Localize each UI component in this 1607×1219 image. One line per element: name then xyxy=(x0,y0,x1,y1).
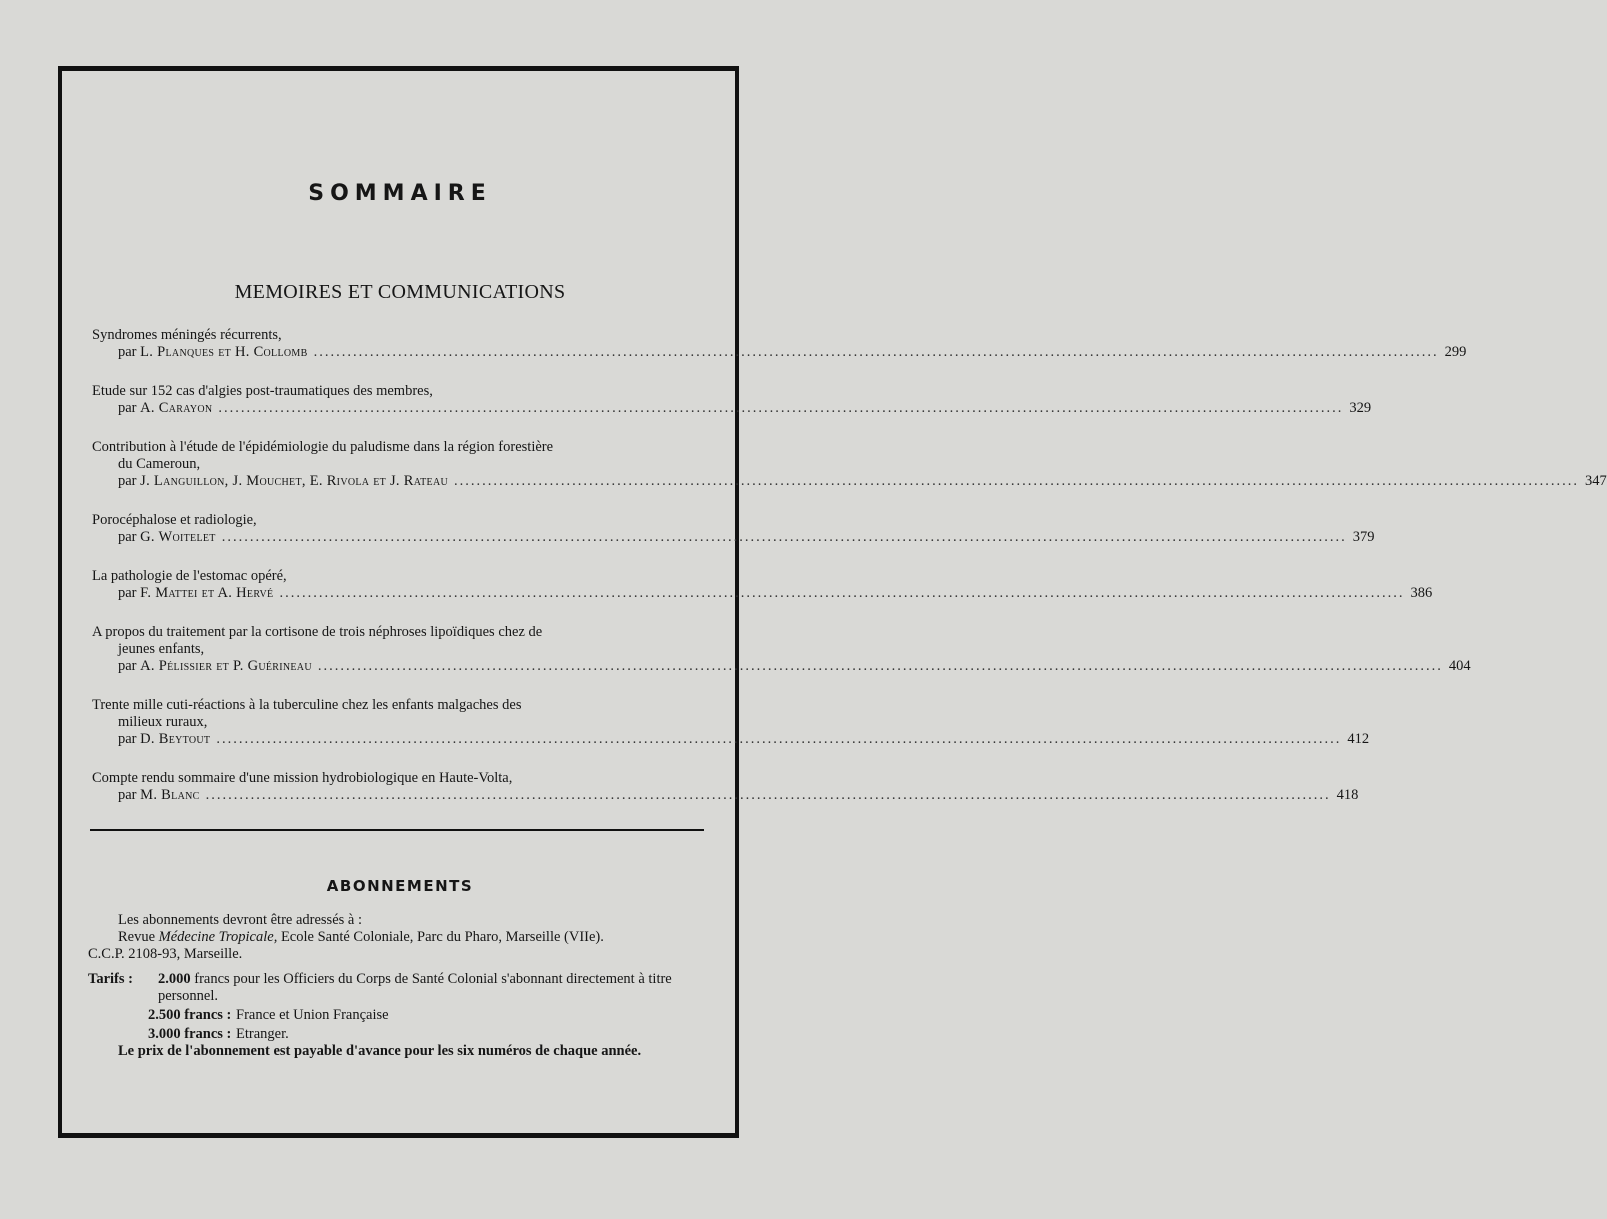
toc-entry-byline xyxy=(92,529,1375,546)
tarif-main xyxy=(88,971,706,1005)
toc-entry-by: par xyxy=(118,585,137,601)
toc-dot-leader: ........................................................................................................................................................................................................ xyxy=(221,529,1347,545)
section-divider xyxy=(90,829,704,831)
journal-name: Médecine Tropicale, xyxy=(158,929,278,945)
subscription-intro: Les abonnements devront être adressés à : xyxy=(118,912,362,928)
subscription-address xyxy=(88,929,706,946)
payment-note: Le prix de l'abonnement est payable d'avance pour les six numéros de chaque année. xyxy=(118,1043,642,1059)
toc-entry-title-line: A propos du traitement par la cortisone de trois néphroses lipoïdiques chez de xyxy=(92,624,543,640)
toc-entry-title xyxy=(92,439,706,473)
toc-entry-by: par xyxy=(118,787,137,803)
toc-dot-leader: ........................................................................................................................................................................................................ xyxy=(205,787,1331,803)
toc-entry-authors-line xyxy=(118,400,212,417)
toc-entry-byline xyxy=(92,731,1370,748)
toc-entry-authors-line xyxy=(118,529,216,546)
toc-entry-authors-line xyxy=(118,585,273,602)
toc-dot-leader: ........................................................................................................................................................................................................ xyxy=(317,658,1443,674)
toc-entry-title xyxy=(92,383,706,400)
toc-page-number: 412 xyxy=(1347,731,1370,747)
toc-entry-authors: A. Pélissier et P. Guérineau xyxy=(140,658,312,674)
toc-entry xyxy=(92,327,1467,361)
toc-page-number: 379 xyxy=(1352,529,1375,545)
toc-entry xyxy=(92,697,1370,748)
toc-entry-title-line: Porocéphalose et radiologie, xyxy=(92,512,257,528)
tarif-main-text: francs pour les Officiers du Corps de Santé Colonial s'abonnant directement à titre personnel. xyxy=(158,971,672,1004)
toc-entry-authors: G. Woitelet xyxy=(140,529,216,545)
toc-entry-authors-line xyxy=(118,731,210,748)
toc-entry-title-line: du Cameroun, xyxy=(118,456,201,472)
tarif-etranger xyxy=(148,1026,706,1043)
toc-entry-by: par xyxy=(118,400,137,416)
toc-entry-title xyxy=(92,770,706,787)
address-prefix: Revue xyxy=(118,929,159,945)
tarif-france xyxy=(148,1007,706,1024)
section-heading-memoires: MEMOIRES ET COMMUNICATIONS xyxy=(234,281,566,303)
toc-entry-authors: L. Planques et H. Collomb xyxy=(140,344,308,360)
toc-entry-byline xyxy=(92,787,1359,804)
toc-entry-title xyxy=(92,327,706,344)
section-heading-abonnements: ABONNEMENTS xyxy=(326,877,474,895)
toc-entry-by: par xyxy=(118,731,137,747)
table-of-contents xyxy=(92,327,1607,826)
toc-entry-by: par xyxy=(118,529,137,545)
tarif-france-text: France et Union Française xyxy=(236,1007,389,1023)
toc-dot-leader: ........................................................................................................................................................................................................ xyxy=(454,473,1579,489)
toc-entry-authors-line xyxy=(118,658,312,675)
toc-entry-title-line: La pathologie de l'estomac opéré, xyxy=(92,568,287,584)
subscription-ccp: C.C.P. 2108-93, Marseille. xyxy=(88,946,243,962)
toc-entry-by: par xyxy=(118,473,137,489)
toc-entry xyxy=(92,568,1433,602)
toc-page-number: 418 xyxy=(1336,787,1359,803)
toc-page-number: 386 xyxy=(1410,585,1433,601)
toc-entry-by: par xyxy=(118,658,137,674)
toc-entry-authors: M. Blanc xyxy=(140,787,200,803)
toc-page-number: 299 xyxy=(1444,344,1467,360)
toc-entry-authors-line xyxy=(118,344,308,361)
toc-entry-title xyxy=(92,624,706,658)
toc-entry xyxy=(92,624,1471,675)
toc-entry-authors-line xyxy=(118,473,448,490)
toc-entry-authors: F. Mattei et A. Hervé xyxy=(140,585,274,601)
toc-dot-leader: ........................................................................................................................................................................................................ xyxy=(279,585,1405,601)
toc-entry-title-line: jeunes enfants, xyxy=(118,641,205,657)
toc-page-number: 404 xyxy=(1448,658,1471,674)
toc-entry-title-line: Etude sur 152 cas d'algies post-traumatiques des membres, xyxy=(92,383,433,399)
toc-page-number: 329 xyxy=(1349,400,1372,416)
toc-entry xyxy=(92,512,1375,546)
toc-entry-title xyxy=(92,697,706,731)
toc-entry-authors: J. Languillon, J. Mouchet, E. Rivola et J. Rateau xyxy=(140,473,448,489)
toc-entry xyxy=(92,439,1607,490)
toc-page-number: 347 xyxy=(1585,473,1607,489)
tarifs-label: Tarifs : xyxy=(88,971,133,987)
toc-dot-leader: ........................................................................................................................................................................................................ xyxy=(313,344,1439,360)
toc-entry-byline xyxy=(92,473,1607,490)
tarif-main-amount: 2.000 xyxy=(158,971,191,987)
toc-entry-title-line: milieux ruraux, xyxy=(118,714,208,730)
tarif-main-body xyxy=(158,971,706,1005)
toc-entry-byline xyxy=(92,585,1433,602)
toc-entry-authors: A. Carayon xyxy=(140,400,213,416)
tarif-etranger-amount: 3.000 francs : xyxy=(148,1026,232,1042)
toc-entry-by: par xyxy=(118,344,137,360)
toc-entry-byline xyxy=(92,400,1372,417)
toc-entry-title xyxy=(92,512,706,529)
subscription-info xyxy=(88,912,706,1060)
toc-entry-byline xyxy=(92,658,1471,675)
toc-dot-leader: ........................................................................................................................................................................................................ xyxy=(218,400,1344,416)
toc-entry-authors-line xyxy=(118,787,200,804)
toc-entry xyxy=(92,383,1372,417)
toc-entry-title-line: Trente mille cuti-réactions à la tuberculine chez les enfants malgaches des xyxy=(92,697,522,713)
toc-entry-byline xyxy=(92,344,1467,361)
toc-entry-authors: D. Beytout xyxy=(140,731,211,747)
toc-entry-title-line: Contribution à l'étude de l'épidémiologie du paludisme dans la région forestière xyxy=(92,439,554,455)
tarif-etranger-text: Etranger. xyxy=(236,1026,289,1042)
toc-entry-title xyxy=(92,568,706,585)
toc-entry-title-line: Compte rendu sommaire d'une mission hydrobiologique en Haute-Volta, xyxy=(92,770,513,786)
toc-entry xyxy=(92,770,1359,804)
page-title: SOMMAIRE xyxy=(308,181,492,206)
toc-entry-title-line: Syndromes méningés récurrents, xyxy=(92,327,282,343)
tarif-france-amount: 2.500 francs : xyxy=(148,1007,232,1023)
address-rest: Ecole Santé Coloniale, Parc du Pharo, Marseille (VIIe). xyxy=(277,929,604,945)
toc-dot-leader: ........................................................................................................................................................................................................ xyxy=(216,731,1342,747)
